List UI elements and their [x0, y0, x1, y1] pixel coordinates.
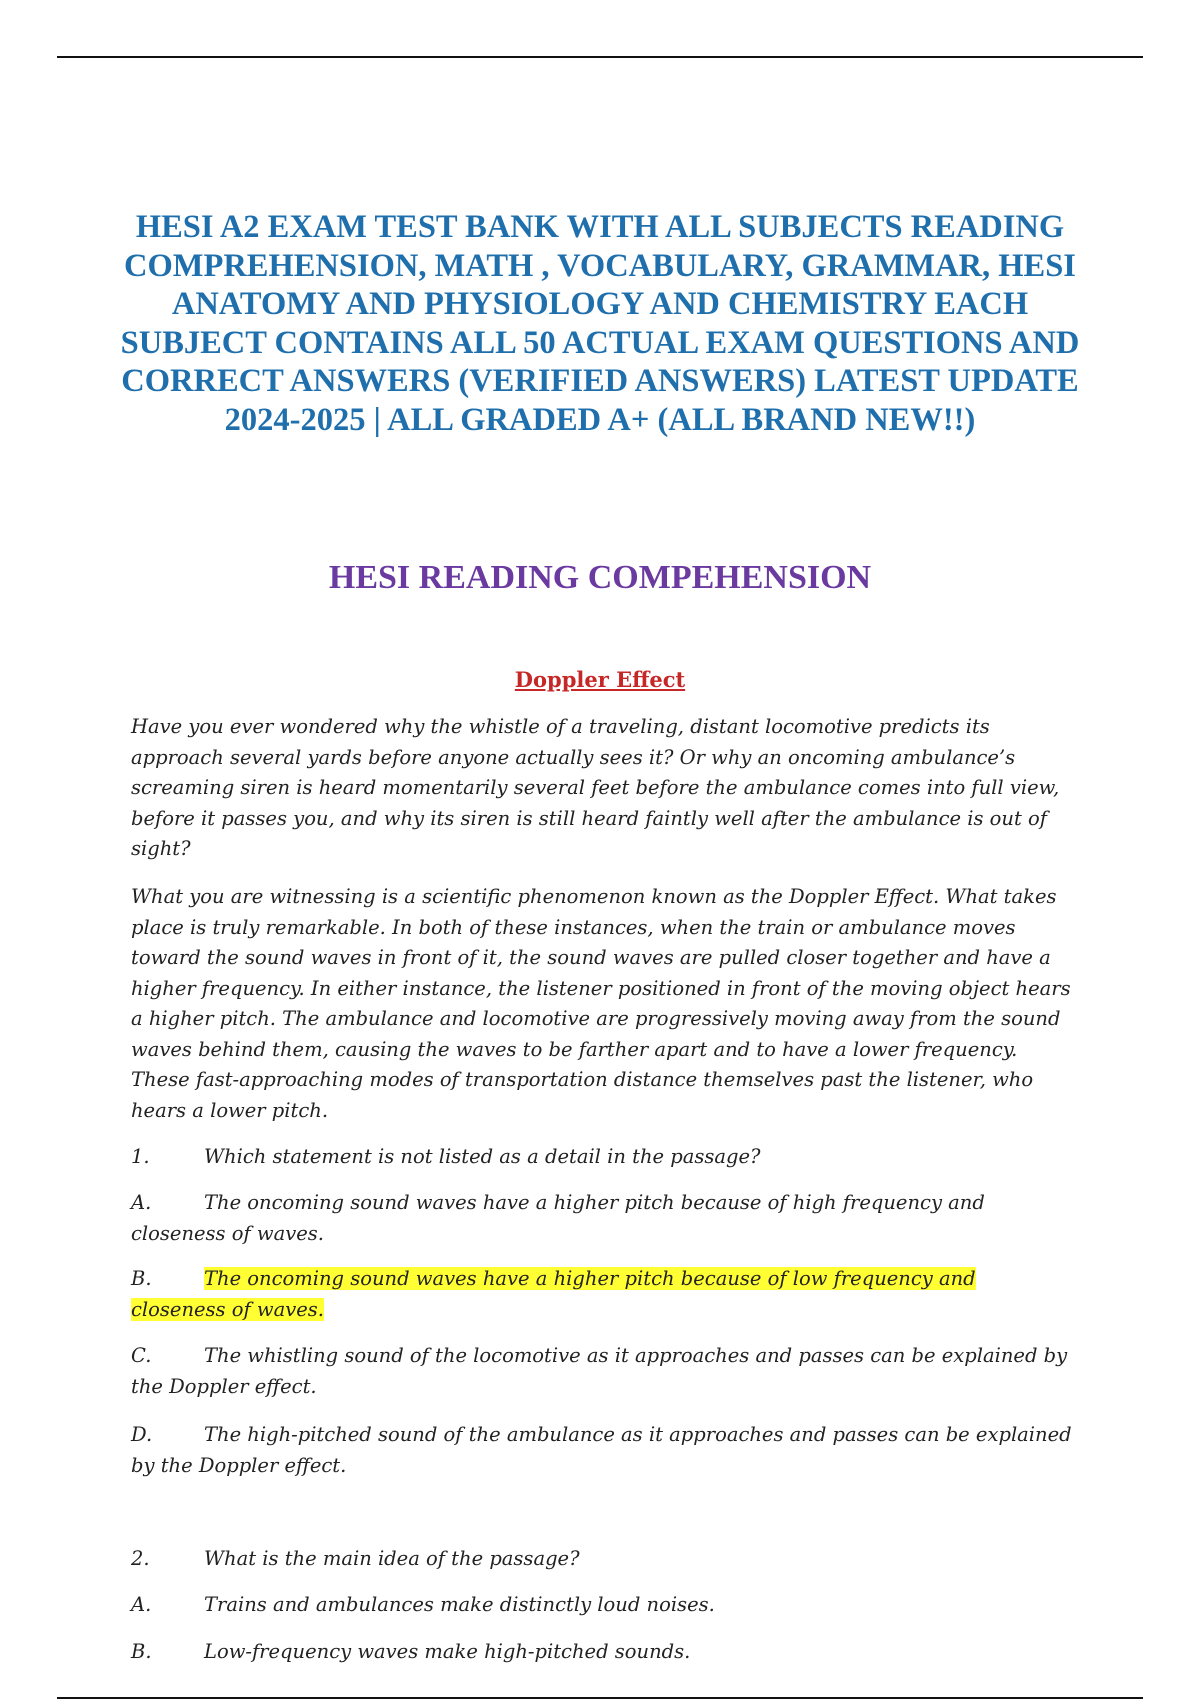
- option-letter: B.: [131, 1267, 152, 1290]
- option-letter: A.: [131, 1191, 152, 1214]
- option-text: Low-frequency waves make high-pitched sounds.: [204, 1640, 691, 1663]
- option-letter: A.: [131, 1593, 152, 1616]
- section-title: HESI READING COMPEHENSION: [328, 559, 872, 596]
- option-letter: B.: [131, 1640, 152, 1663]
- top-rule: [57, 56, 1143, 58]
- bottom-rule: [57, 1697, 1143, 1699]
- document-title: HESI A2 EXAM TEST BANK WITH ALL SUBJECTS READING COMPREHENSION, MATH , VOCABULARY, GRAMMAR, HESI ANATOMY AND PHYSIOLOGY AND CHEMISTRY EACH SUBJECT CONTAINS ALL 50 ACTUAL EXAM QUESTIONS AND CORRECT ANSWERS (VERIFIED ANSWERS) LATEST UPDATE 2024-2025 | ALL GRADED A+ (ALL BRAND NEW!!): [120, 209, 1080, 438]
- question-text: Which statement is not listed as a detail in the passage?: [204, 1145, 761, 1168]
- question-1-option-b-highlighted-answer: [131, 1264, 1075, 1325]
- question-number: 2.: [131, 1547, 150, 1570]
- question-2-option-b: [131, 1637, 1075, 1668]
- passage-paragraph-1: Have you ever wondered why the whistle of a traveling, distant locomotive predicts its approach several yards before anyone actually sees it? Or why an oncoming ambulance’s screaming siren is heard momentarily several feet before the ambulance comes into full view, before it passes you, and why its siren is still heard faintly well after the ambulance is out of sight?: [131, 715, 1060, 860]
- highlighted-option-text: The oncoming sound waves have a higher pitch because of low frequency and closeness of waves.: [131, 1267, 976, 1321]
- question-2: [131, 1544, 1075, 1575]
- option-letter: D.: [131, 1423, 153, 1446]
- question-1: [131, 1142, 1075, 1173]
- passage-paragraph-2: What you are witnessing is a scientific phenomenon known as the Doppler Effect. What takes place is truly remarkable. In both of these instances, when the train or ambulance moves toward the sound waves in front of it, the sound waves are pulled closer together and have a higher frequency. In either instance, the listener positioned in front of the moving object hears a higher pitch. The ambulance and locomotive are progressively moving away from the sound waves behind them, causing the waves to be farther apart and to have a lower frequency. These fast-approaching modes of transportation distance themselves past the listener, who hears a lower pitch.: [131, 885, 1071, 1122]
- question-1-option-a: [131, 1188, 1075, 1249]
- option-letter: C.: [131, 1344, 152, 1367]
- option-text: Trains and ambulances make distinctly loud noises.: [204, 1593, 715, 1616]
- passage-title-text: Doppler Effect: [514, 667, 686, 692]
- question-2-option-a: [131, 1590, 1075, 1621]
- option-text: The oncoming sound waves have a higher pitch because of high frequency and closeness of waves.: [131, 1191, 985, 1245]
- question-text: What is the main idea of the passage?: [204, 1547, 580, 1570]
- option-text: The whistling sound of the locomotive as it approaches and passes can be explained by the Doppler effect.: [131, 1344, 1068, 1398]
- passage-title: [120, 666, 1080, 694]
- option-text: The high-pitched sound of the ambulance as it approaches and passes can be explained by the Doppler effect.: [131, 1423, 1072, 1477]
- question-1-option-d: [131, 1420, 1075, 1481]
- question-number: 1.: [131, 1145, 150, 1168]
- question-1-option-c: [131, 1341, 1075, 1402]
